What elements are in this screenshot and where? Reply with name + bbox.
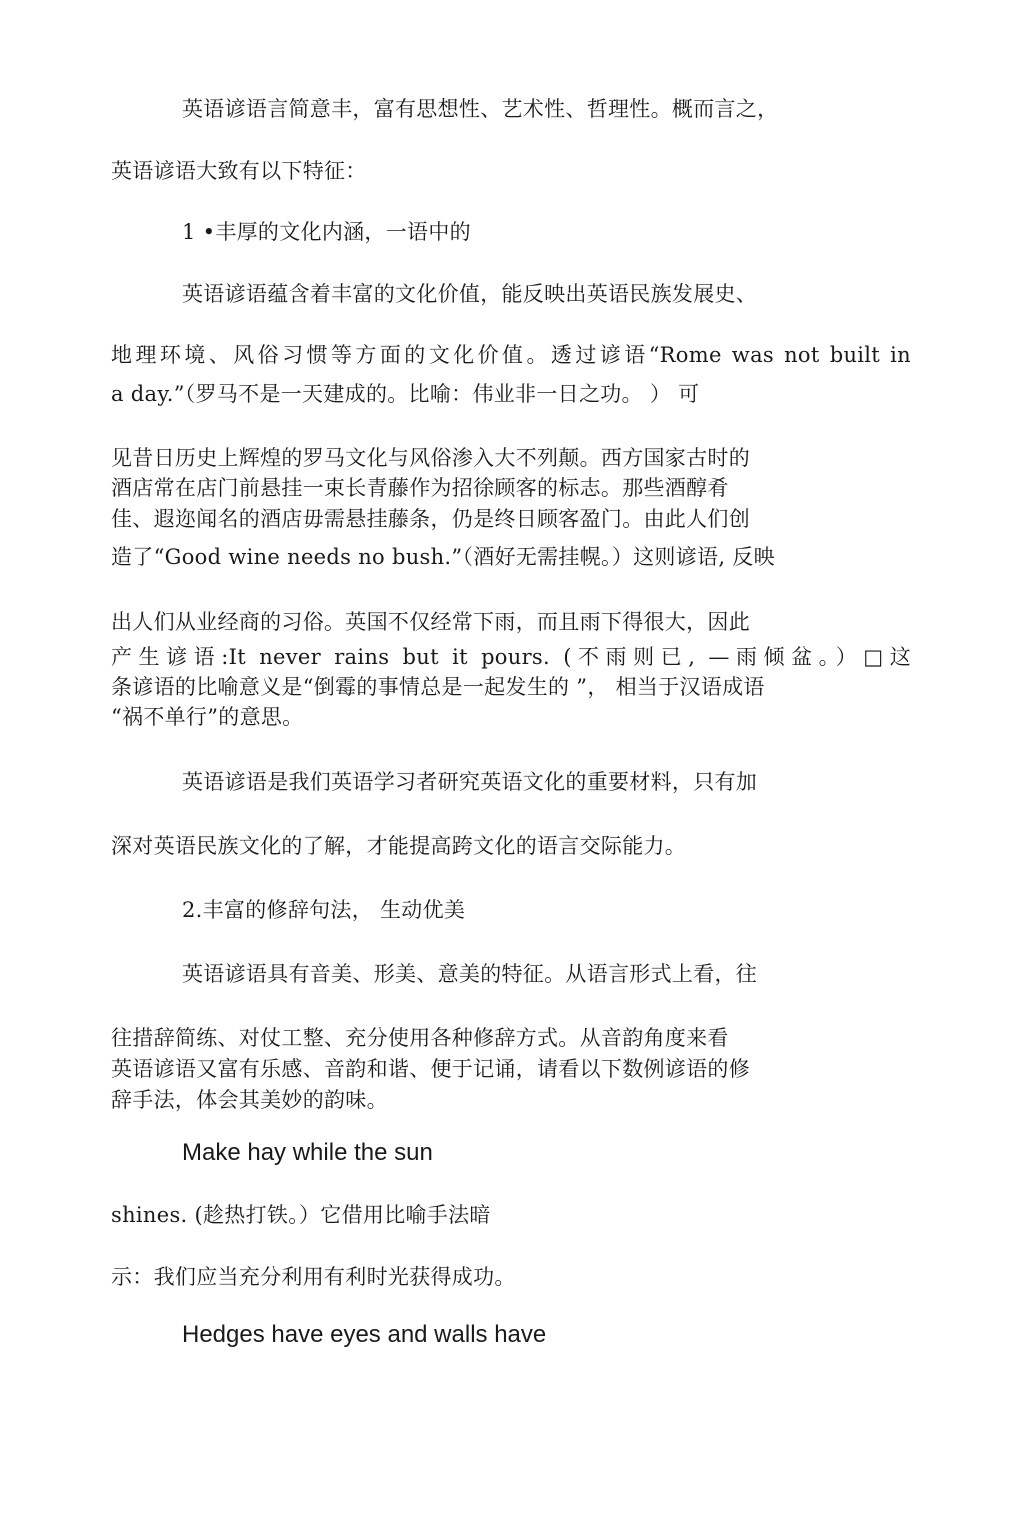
proverb-line: Hedges have eyes and walls have (182, 1321, 547, 1348)
text-line: 英语谚语蕴含着丰富的文化价值，能反映出英语民族发展史、 (182, 282, 758, 306)
text-line: 英语谚语又富有乐感、音韵和谐、便于记诵，请看以下数例谚语的修 (111, 1057, 750, 1081)
text-line: 往措辞简练、对仗工整、充分使用各种修辞方式。从音韵角度来看 (111, 1026, 729, 1050)
text-line: 辞手法，体会其美妙的韵味。 (111, 1088, 388, 1112)
text-line: 出人们从业经商的习俗。英国不仅经常下雨，而且雨下得很大，因此 (111, 610, 750, 634)
text-line: 酒店常在店门前悬挂一束长青藤作为招徐顾客的标志。那些酒醇肴 (111, 476, 729, 500)
text-line: 地理环境、风俗习惯等方面的文化价值。透过谚语“Rome was not built in (111, 343, 911, 367)
text-line: 造了“Good wine needs no bush.”（酒好无需挂幌。）这则谚语, 反映 (111, 545, 775, 569)
proverb-line: Make hay while the sun (182, 1139, 433, 1166)
text-line: 条谚语的比喻意义是“倒霉的事情总是一起发生的 ”， 相当于汉语成语 (111, 675, 765, 699)
text-line: 示：我们应当充分利用有利时光获得成功。 (111, 1265, 516, 1289)
section-heading: 1 •丰厚的文化内涵，一语中的 (182, 220, 471, 244)
text-line: 产生谚语:It never rains but it pours. (不雨则已, —雨倾盆。）□这 (111, 645, 911, 669)
section-heading: 2.丰富的修辞句法， 生动优美 (182, 898, 466, 922)
text-line: 深对英语民族文化的了解，才能提高跨文化的语言交际能力。 (111, 834, 687, 858)
text-line: 英语谚语大致有以下特征： (111, 159, 367, 183)
text-line: 见昔日历史上辉煌的罗马文化与风俗渗入大不列颠。西方国家古时的 (111, 446, 750, 470)
text-line: a day.”（罗马不是一天建成的。比喻：伟业非一日之功。 ） 可 (111, 382, 700, 406)
text-line: 英语谚语具有音美、形美、意美的特征。从语言形式上看，往 (182, 962, 758, 986)
text-line: “祸不单行”的意思。 (111, 705, 304, 729)
text-line: 英语谚语是我们英语学习者研究英语文化的重要材料，只有加 (182, 770, 758, 794)
text-line: 佳、遐迩闻名的酒店毋需悬挂藤条，仍是终日顾客盈门。由此人们创 (111, 507, 750, 531)
text-line: shines. (趁热打铁。）它借用比喻手法暗 (111, 1203, 491, 1227)
text-line: 英语谚语言简意丰，富有思想性、艺术性、哲理性。概而言之， (182, 97, 779, 121)
